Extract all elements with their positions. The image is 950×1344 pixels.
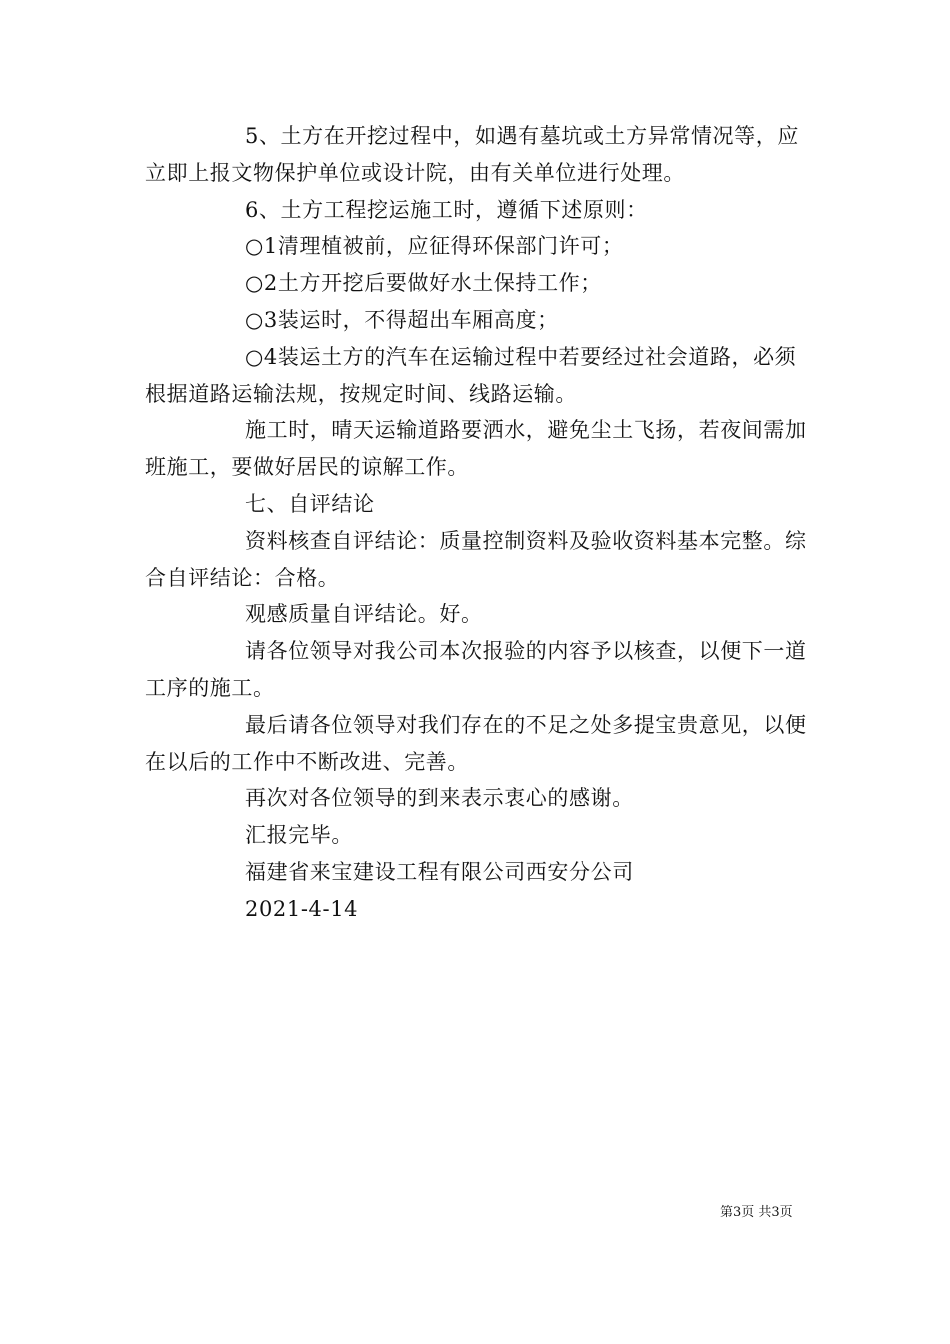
principle-3: ○3装运时，不得超出车厢高度；: [245, 307, 559, 332]
document-body: [145, 118, 807, 928]
paragraph-feedback-request: 最后请各位领导对我们存在的不足之处多提宝贵意见，以便在以后的工作中不断改进、完善。: [145, 712, 807, 774]
section-heading-self-evaluation: 七、自评结论: [245, 491, 375, 516]
paragraph-item-5: 5、土方在开挖过程中，如遇有墓坑或土方异常情况等，应立即上报文物保护单位或设计院，由有关单位进行处理。: [145, 124, 799, 185]
company-signature: 福建省来宝建设工程有限公司西安分公司: [245, 859, 634, 884]
paragraph-thanks: 再次对各位领导的到来表示衷心的感谢。: [245, 786, 634, 811]
page-number-footer: 第3页 共3页: [720, 1205, 793, 1220]
principle-4: ○4装运土方的汽车在运输过程中若要经过社会道路，必须根据道路运输法规，按规定时间、线路运输。: [145, 344, 797, 406]
paragraph-construction-notes: 施工时，晴天运输道路要洒水，避免尘土飞扬，若夜间需加班施工，要做好居民的谅解工作。: [145, 418, 807, 480]
paragraph-inspection-request: 请各位领导对我公司本次报验的内容予以核查，以便下一道工序的施工。: [145, 639, 807, 700]
paragraph-closing: 汇报完毕。: [245, 823, 353, 848]
principle-1: ○1清理植被前，应征得环保部门许可；: [245, 234, 624, 259]
paragraph-item-6: 6、土方工程挖运施工时，遵循下述原则：: [245, 197, 648, 222]
principle-2: ○2土方开挖后要做好水土保持工作；: [245, 271, 602, 296]
document-date: 2021-4-14: [245, 896, 359, 921]
paragraph-appearance-conclusion: 观感质量自评结论。好。: [245, 602, 483, 627]
paragraph-data-review-conclusion: 资料核查自评结论：质量控制资料及验收资料基本完整。综合自评结论：合格。: [145, 528, 807, 590]
